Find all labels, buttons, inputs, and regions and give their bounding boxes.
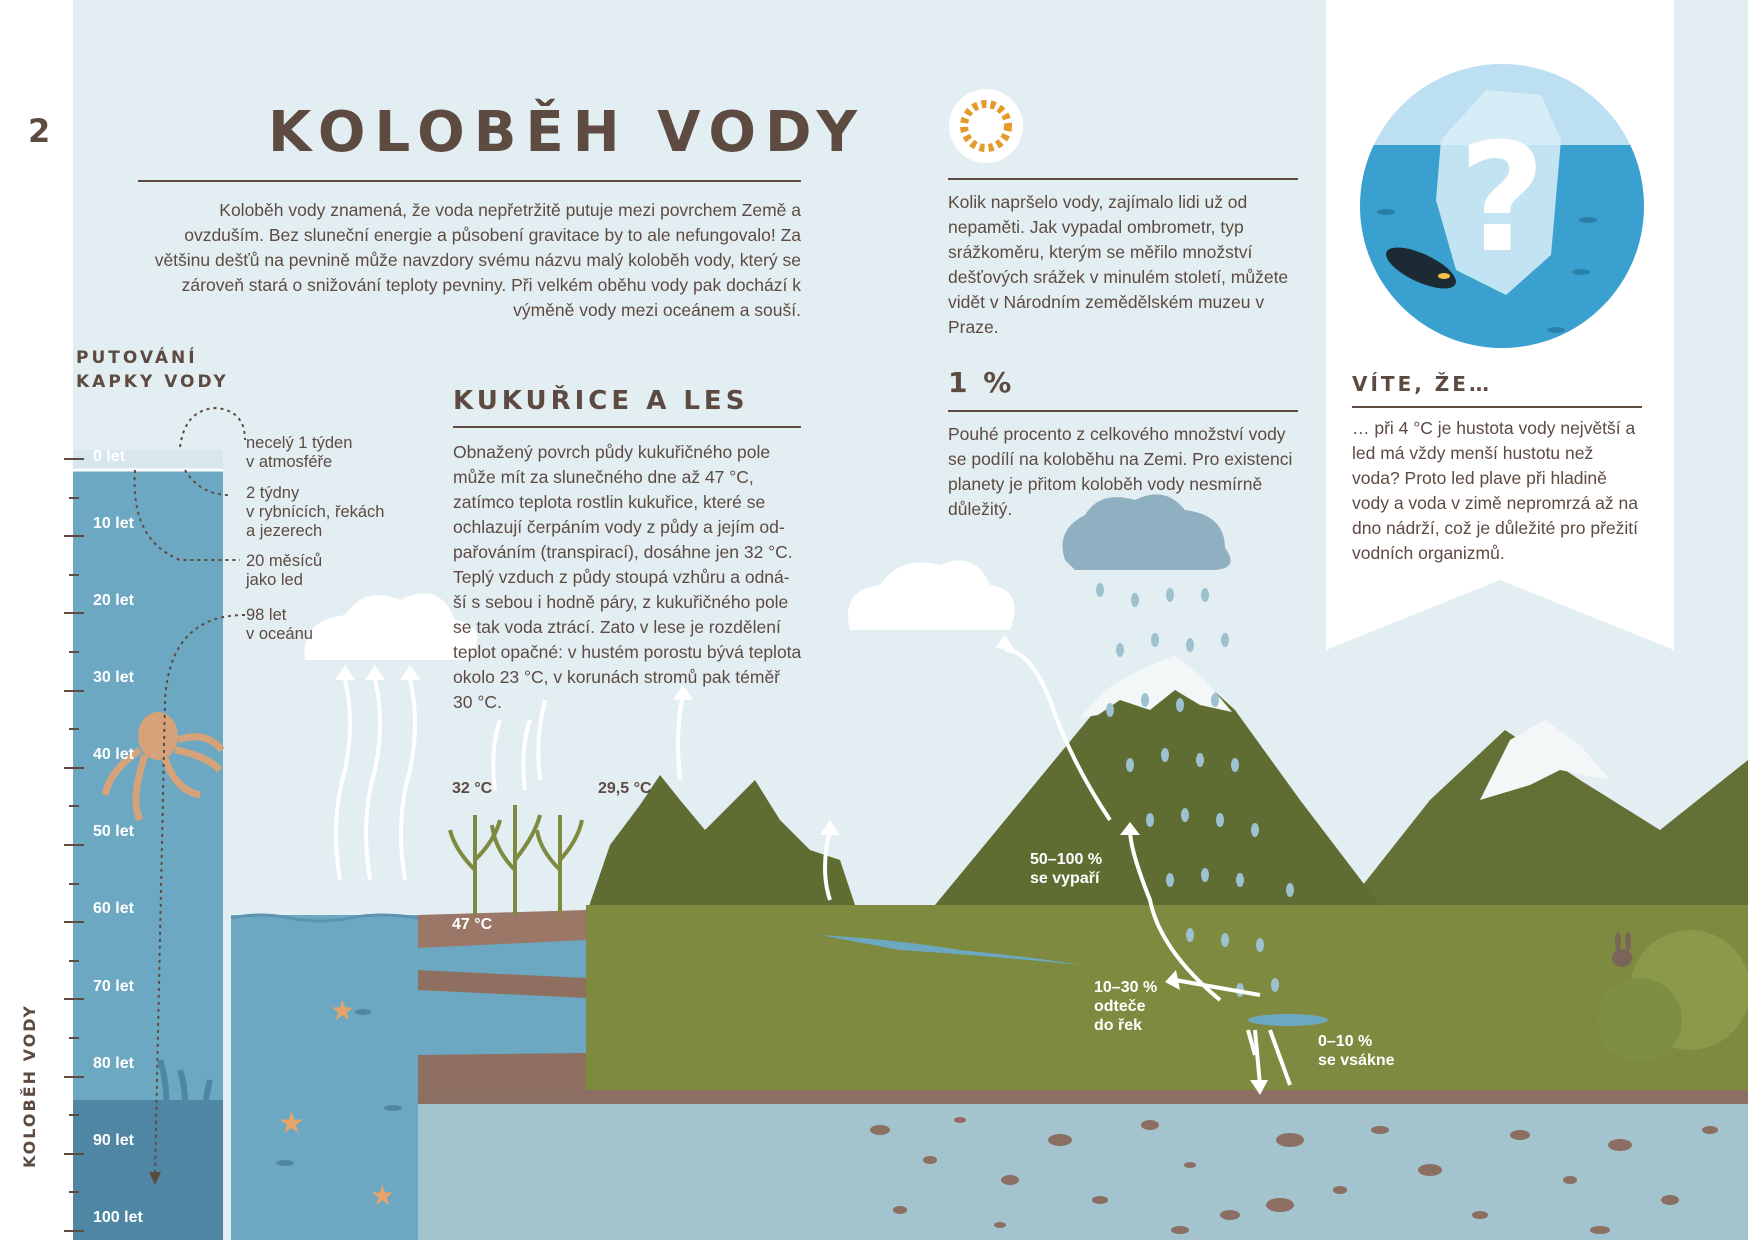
cloud-middle [848, 561, 1015, 631]
page-title: KOLOBĚH VODY [268, 100, 866, 165]
one-percent-rule [948, 410, 1298, 412]
scale-tick [64, 1153, 84, 1155]
svg-text:★: ★ [278, 1107, 305, 1140]
scale-tick [64, 1230, 84, 1232]
scale-tick [69, 1191, 79, 1193]
did-you-know-text: … při 4 °C je hustota vody největší a led má vždy menší hustotu než voda? Proto led plave při hladině vody a voda v zimě nepromrzá až na dno nádrží, což je důležité pro přežití vodních organizmů. [1352, 418, 1638, 563]
scale-tick [69, 651, 79, 653]
corn-forest-heading: KUKUŘICE A LES [453, 386, 749, 416]
did-you-know-rule [1352, 406, 1642, 408]
svg-text:★: ★ [330, 995, 356, 1026]
corn-forest-rule [453, 426, 801, 428]
one-percent-heading: 1 % [948, 366, 1015, 399]
scale-label: 40 let [93, 746, 134, 763]
scale-tick [69, 728, 79, 730]
scale-tick [64, 844, 84, 846]
temp-forest: 29,5 °C [598, 780, 652, 797]
temp-soil: 47 °C [452, 916, 493, 933]
scale-tick [64, 1076, 84, 1078]
scale-tick [64, 921, 84, 923]
scale-label: 50 let [93, 823, 134, 840]
cloud-left [305, 593, 478, 660]
did-you-know-heading: VÍTE, ŽE… [1352, 372, 1492, 396]
temp-corn: 32 °C [452, 780, 493, 797]
scale-label: 70 let [93, 978, 134, 995]
scale-tick [69, 574, 79, 576]
scale-tick [64, 998, 84, 1000]
stage-rivers: 2 týdny v rybnících, řekách a jezerech [246, 484, 385, 540]
scale-tick [64, 612, 84, 614]
scale-tick [64, 458, 84, 460]
scale-tick [69, 960, 79, 962]
scale-label: 0 let [93, 448, 126, 465]
intro-text: Koloběh vody znamená, že voda nepřetržitě putuje mezi povrchem Země a ovzduším. Bez sluneční energie a působení gravitace by to ale nefungovalo! Za většinu dešťů na pevnině může navzdory svému názvu malý koloběh vody, který se zároveň stará o snižování teploty pevniny. Při velkém oběhu vody pak dochází k výměně vody mezi oceánem a souší. [154, 200, 801, 320]
scale-tick [64, 767, 84, 769]
scale-tick [64, 690, 84, 692]
scale-tick [69, 1037, 79, 1039]
infiltrate-label: 0–10 % se vsákne [1318, 1033, 1395, 1069]
scale-label: 30 let [93, 669, 134, 686]
wheat-wreath-icon [948, 88, 1024, 164]
scale-label: 90 let [93, 1132, 134, 1149]
scale-label: 80 let [93, 1055, 134, 1072]
bedrock-line [418, 1090, 1748, 1104]
scale-tick [69, 883, 79, 885]
gauge-rule [948, 178, 1298, 180]
corn-plants [450, 805, 582, 915]
scale-tick [69, 805, 79, 807]
scale-label: 60 let [93, 900, 134, 917]
grassland [586, 905, 1748, 1090]
rain-gauge-text: Kolik napršelo vody, zajímalo lidi už od nepaměti. Jak vypadal ombrometr, typ srážkoměru, kterým se měřilo množství dešťových srážek v minulém století, můžete vidět v Národním zemědělském muzeu v Praze. [948, 192, 1289, 337]
scale-label: 20 let [93, 592, 134, 609]
scale-label: 10 let [93, 515, 134, 532]
runoff-label: 10–30 % odteče do řek [1094, 979, 1158, 1034]
stage-ocean: 98 let v oceánu [246, 606, 313, 643]
stage-ice: 20 měsíců jako led [246, 552, 323, 589]
page-number: 2 [28, 112, 51, 150]
groundwater-layer [418, 1097, 1748, 1240]
scale-tick [69, 497, 79, 499]
evaporate-label: 50–100 % se vypaří [1030, 851, 1103, 887]
scale-label: 100 let [93, 1209, 143, 1226]
svg-text:?: ? [1458, 112, 1546, 286]
one-percent-text: Pouhé procento z celkového množství vody se podílí na koloběhu na Zemi. Pro existenci planety je přitom koloběh vody nesmírně důležitý. [948, 424, 1293, 519]
side-title: KOLOBĚH VODY [20, 1004, 39, 1168]
scale-tick [69, 1114, 79, 1116]
title-rule [138, 180, 801, 182]
svg-text:★: ★ [370, 1180, 396, 1211]
stage-atmosphere: necelý 1 týden v atmosféře [246, 434, 353, 471]
drop-journey-heading: PUTOVÁNÍ KAPKY VODY [76, 348, 229, 392]
scale-tick [64, 535, 84, 537]
corn-forest-text: Obnažený povrch půdy kukuřičného pole může mít za slunečného dne až 47 °C, zatímco teplota rostlin kukuřice, které se ochlazují čerpáním vody z půdy a jejím od-pařováním (transpirací), dosáhne jen 32 °C. Teplý vzduch z půdy stoupá vzhůru a odná-ší s sebou i hodně páry, z kukuřičného pole se tak voda ztrácí. Zato v lese je rozdělení teplot opačné: v hustém porostu bývá teplota okolo 23 °C, v korunách stromů pak téměř 30 °C. [453, 442, 802, 712]
